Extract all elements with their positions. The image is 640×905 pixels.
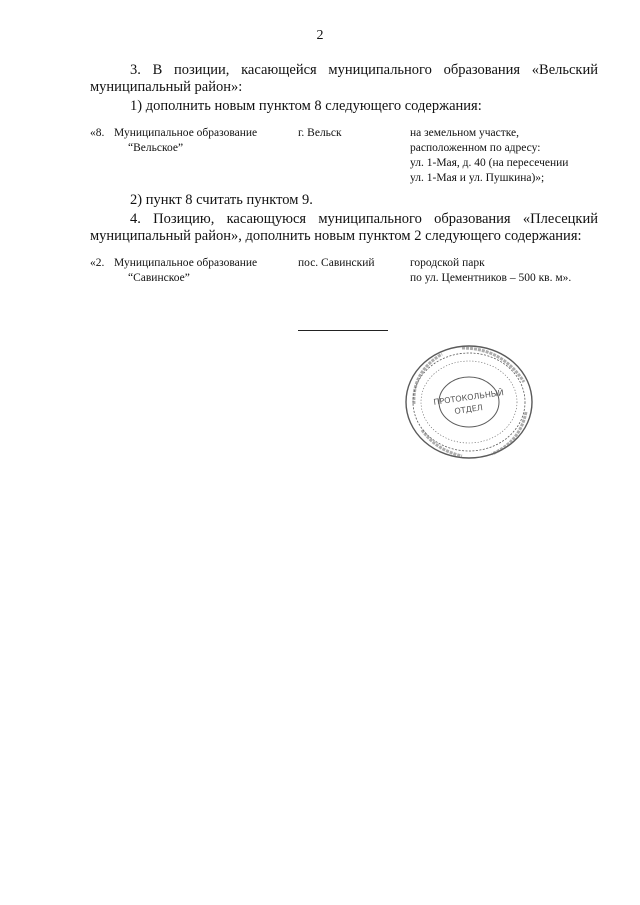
entry-2-name-line2: “Савинское”: [128, 272, 190, 284]
entry-2-place: пос. Савинский: [298, 257, 375, 269]
entry-2-address: [410, 256, 600, 286]
entry-8-name-line1: Муниципальное образование: [114, 127, 258, 139]
entry-8-number: «8.: [90, 127, 105, 139]
entry-2-number: «2.: [90, 257, 105, 269]
page-number: 2: [316, 28, 324, 43]
entry-8-address-line2: расположенном по адресу:: [410, 142, 541, 154]
official-stamp-icon: [402, 342, 536, 462]
entry-2-name-line1: Муниципальное образование: [114, 257, 258, 269]
entry-2-name: [114, 256, 294, 286]
entry-8-name-line2: “Вельское”: [128, 142, 184, 154]
entry-8-place: г. Вельск: [298, 127, 342, 139]
paragraph-3-1: 1) дополнить новым пунктом 8 следующего содержания:: [130, 98, 482, 114]
entry-2-address-line1: городской парк: [410, 257, 485, 269]
entry-2-address-line2: по ул. Цементников – 500 кв. м».: [410, 272, 572, 284]
entry-8-address-line1: на земельном участке,: [410, 127, 520, 139]
closing-divider: [298, 330, 388, 331]
stamp-center-line1: ПРОТОКОЛЬНЫЙ: [432, 388, 505, 407]
paragraph-4: 4. Позицию, касающуюся муниципального образования «Плесецкий муниципальный район», дополнить новым пунктом 2 следующего содержания:: [90, 211, 598, 244]
paragraph-3: 3. В позиции, касающейся муниципального образования «Вельский муниципальный район»:: [90, 62, 598, 95]
paragraph-3-2: 2) пункт 8 считать пунктом 9.: [130, 192, 313, 208]
entry-8-name: [114, 126, 294, 156]
entry-8-address-line4: ул. 1-Мая и ул. Пушкина)»;: [410, 172, 545, 184]
stamp-center-line2: ОТДЕЛ: [453, 403, 484, 416]
entry-8-address: [410, 126, 600, 186]
entry-8-address-line3: ул. 1-Мая, д. 40 (на пересечении: [410, 157, 569, 169]
